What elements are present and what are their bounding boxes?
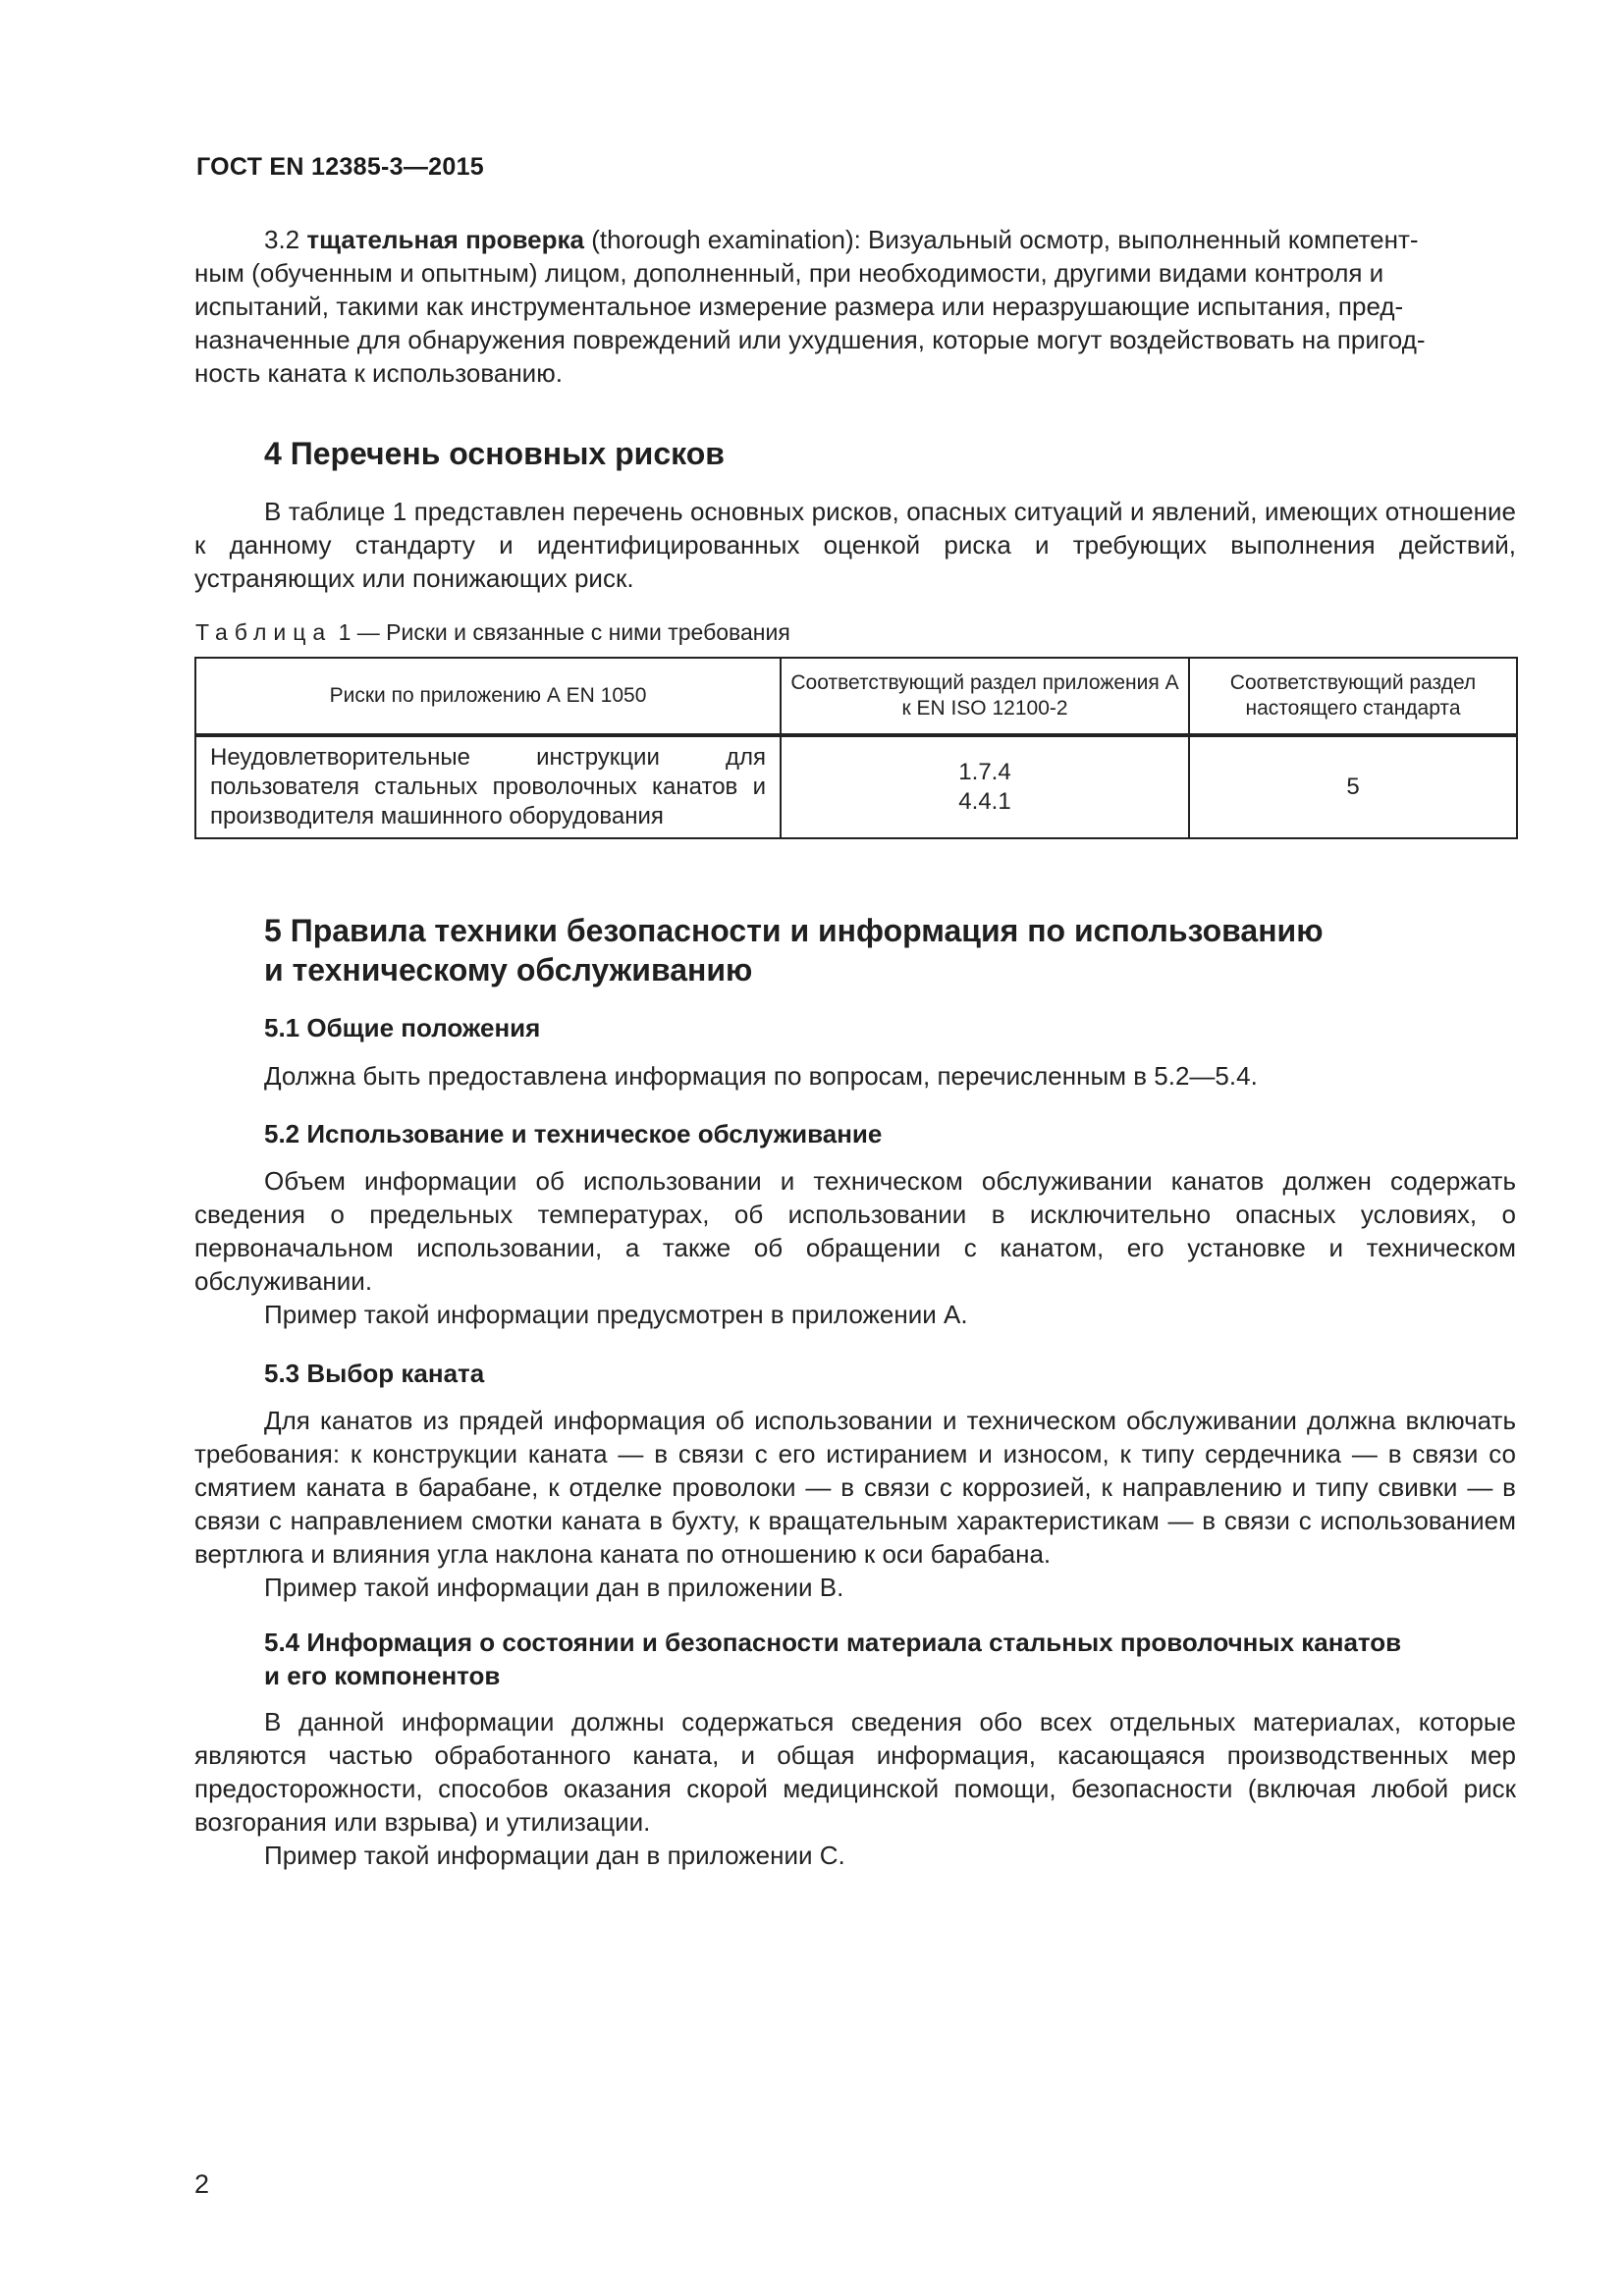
subsection-5-2-text: Объем информации об использовании и техническом обслуживании канатов должен содержать сведения о предельных температурах, об использовании в исключительно опасных условиях, о первоначальном использовании, а также об обращении с канатом, его установке и техническом обслуживании. — [194, 1166, 1516, 1296]
subsection-5-1-title: 5.1 Общие положения — [264, 1013, 541, 1042]
subsection-5-4-title-line: и его компонентов — [264, 1661, 501, 1690]
definition-text: (thorough examination): Визуальный осмотр, выполненный компетент- — [584, 225, 1419, 254]
cell-annex-refs — [781, 735, 1189, 838]
section-4-title: 4 Перечень основных рисков — [264, 436, 725, 471]
table-header-row — [195, 658, 1517, 735]
page-number: 2 — [194, 2169, 210, 2199]
definition-line: назначенные для обнаружения повреждений или ухудшения, которые могут воздействовать на пригод- — [194, 325, 1426, 354]
table-caption-text: 1 — Риски и связанные с ними требования — [332, 619, 790, 645]
annex-ref: 1.7.4 — [958, 759, 1011, 785]
section-4-paragraph: В таблице 1 представлен перечень основных рисков, опасных ситуаций и явлений, имеющих отношение к данному стандарту и идентифицированных оценкой риска и требующих выполнения действий, устраняющих или понижающих риск. — [194, 497, 1516, 593]
section-5-title-line: и техническому обслуживанию — [264, 952, 753, 988]
table-1-caption — [195, 619, 790, 646]
subsection-5-4-title-line: 5.4 Информация о состоянии и безопасности материала стальных проволочных канатов — [264, 1628, 1402, 1657]
section-5-title-line: 5 Правила техники безопасности и информация по использованию — [264, 913, 1324, 948]
subsection-5-4-title — [264, 1626, 1401, 1692]
risks-table — [194, 657, 1518, 839]
subsection-5-4-example: Пример такой информации дан в приложении С. — [264, 1841, 845, 1870]
subsection-5-2-title: 5.2 Использование и техническое обслуживание — [264, 1119, 883, 1148]
table-row — [195, 735, 1517, 838]
definition-line: ным (обученным и опытным) лицом, дополненный, при необходимости, другими видами контроля и — [194, 258, 1384, 288]
document-header: ГОСТ EN 12385-3—2015 — [196, 153, 484, 181]
column-header-iso-section: Соответствующий раздел приложения А к EN ISO 12100-2 — [781, 658, 1189, 735]
definition-line: ность каната к использованию. — [194, 358, 563, 388]
subsection-5-3-text: Для канатов из прядей информация об использовании и техническом обслуживании должна включать требования: к конструкции каната — в связи с его истиранием и износом, к типу сердечника — в связи со смятием каната в барабане, к отделке проволоки — в связи с коррозией, к направлению и типу свивки — в связи с направлением смотки каната в бухту, к вращательным характеристикам — в связи с использованием вертлюга и влияния угла наклона каната по отношению к оси барабана. — [194, 1406, 1516, 1569]
definition-line — [194, 223, 1516, 256]
table-caption-label: Таблица — [195, 619, 333, 645]
subsection-5-4-text: В данной информации должны содержаться сведения обо всех отдельных материалах, которые являются частью обработанного каната, и общая информация, касающаяся производственных мер предосторожности, способов оказания скорой медицинской помощи, безопасности (включая любой риск возгорания или взрыва) и утилизации. — [194, 1707, 1516, 1837]
column-header-risks: Риски по приложению А EN 1050 — [195, 658, 781, 735]
definition-term: тщательная проверка — [306, 225, 584, 254]
subsection-5-3-title: 5.3 Выбор каната — [264, 1359, 485, 1388]
subsection-5-1-text: Должна быть предоставлена информация по вопросам, перечисленным в 5.2—5.4. — [264, 1061, 1258, 1091]
annex-ref: 4.4.1 — [958, 788, 1011, 815]
subsection-5-3-example: Пример такой информации дан в приложении В. — [264, 1573, 844, 1602]
subsection-5-2-example: Пример такой информации предусмотрен в приложении А. — [264, 1300, 968, 1329]
definition-3-2 — [194, 223, 1516, 390]
definition-number: 3.2 — [264, 225, 307, 254]
cell-risk: Неудовлетворительные инструкции для пользователя стальных проволочных канатов и производителя машинного оборудования — [195, 735, 781, 838]
column-header-standard-section: Соответствующий раздел настоящего стандарта — [1189, 658, 1517, 735]
cell-standard-section: 5 — [1189, 735, 1517, 838]
definition-line: испытаний, такими как инструментальное измерение размера или неразрушающие испытания, пред- — [194, 292, 1404, 321]
section-5-title — [264, 911, 1324, 989]
